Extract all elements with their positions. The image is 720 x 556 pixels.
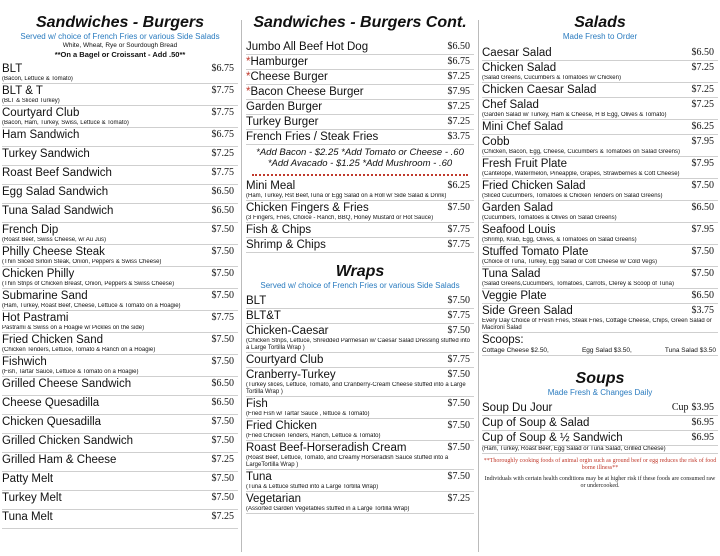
item-description: (Salad Greens, Cucumbers & Tomatoes w/ Chicken) (482, 75, 621, 81)
menu-item (2, 415, 238, 434)
item-price: $7.75 (211, 312, 234, 323)
item-price: $7.25 (211, 454, 234, 465)
salad-list (482, 46, 718, 333)
item-name: Chicken Caesar Salad (482, 84, 597, 96)
item-name: Chicken-Caesar (246, 325, 329, 337)
item-price: $7.25 (691, 84, 714, 95)
menu-item (246, 441, 474, 470)
item-price: $7.50 (691, 180, 714, 191)
burger-list (246, 40, 474, 145)
menu-item (246, 70, 474, 85)
item-name: French Dip (2, 224, 59, 236)
item-description: (Garden Salad w/ Turkey, Ham & Cheese, H B Egg, Olives & Tomato) (482, 112, 667, 118)
menu-item (2, 396, 238, 415)
menu-item (482, 245, 718, 267)
item-name: Roast Beef-Horseradish Cream (246, 442, 407, 454)
item-name: Chef Salad (482, 99, 539, 111)
menu-item (482, 267, 718, 289)
item-description: (Chicken, Bacon, Egg, Cheese, Cucumbers & Tomatoes on Salad Greens) (482, 149, 680, 155)
menu-item (2, 333, 238, 355)
item-price: $7.95 (691, 136, 714, 147)
soups-subtitle: Made Fresh & Changes Daily (547, 388, 653, 397)
item-price: $6.50 (211, 378, 234, 389)
salads-section (482, 0, 718, 556)
menu-item (2, 84, 238, 106)
item-name: *Bacon Cheese Burger (246, 86, 364, 98)
menu-item (246, 179, 474, 201)
wrap-list (246, 294, 474, 514)
menu-item (2, 245, 238, 267)
item-price: $7.50 (691, 246, 714, 257)
sandwiches-section (2, 0, 238, 556)
item-price: $6.50 (691, 202, 714, 213)
item-price: $7.50 (211, 290, 234, 301)
item-price: $7.75 (211, 85, 234, 96)
item-name: Tuna Melt (2, 511, 53, 523)
menu-item (246, 397, 474, 419)
item-name: Mini Meal (246, 180, 296, 192)
item-description: (Cantelope, Watermelon, Pineapple, Grapes, Strawberries & Cott Cheese) (482, 171, 680, 177)
item-description: (Fish, Tartar Sauce, Lettuce & Tomato on a Hoagie) (2, 369, 139, 375)
item-price: $7.50 (211, 334, 234, 345)
item-name: Grilled Ham & Cheese (2, 454, 117, 466)
item-price: $6.50 (691, 290, 714, 301)
scoop-option: Egg Salad $3.50, (581, 347, 632, 354)
menu-item (2, 355, 238, 377)
menu-item (2, 223, 238, 245)
item-price: $7.75 (447, 224, 470, 235)
item-name: Ham Sandwich (2, 129, 80, 141)
scoops-row (482, 333, 718, 356)
item-name: Cup of Soup & ½ Sandwich (482, 432, 623, 444)
item-name: Fresh Fruit Plate (482, 158, 567, 170)
item-price: $6.50 (447, 41, 470, 52)
menu-item (246, 470, 474, 492)
item-price: $7.95 (691, 224, 714, 235)
item-name: French Fries / Steak Fries (246, 131, 379, 143)
item-description: (Bacon, Ham, Turkey, Swiss, Lettuce & Tomato) (2, 120, 129, 126)
menu-item (246, 324, 474, 353)
item-description: (Fried Chicken Tenders, Ranch, Lettuce & Tomato) (246, 433, 381, 439)
bread-options: White, Wheat, Rye or Sourdough Bread (62, 42, 178, 49)
item-description: (Thin Sliced Sirloin Steak, Onion, Peppers & Swiss Cheese) (2, 259, 162, 265)
menu-item (246, 40, 474, 55)
menu-item (482, 135, 718, 157)
cont-title: Sandwiches - Burgers Cont. (253, 14, 467, 31)
menu-item (2, 147, 238, 166)
item-name: Soup Du Jour (482, 402, 553, 414)
scoop-option: Cottage Cheese $2.50, (482, 347, 549, 354)
item-unit: Cup (671, 402, 689, 413)
item-name: Fish & Chips (246, 224, 312, 236)
item-name: *Hamburger (246, 56, 309, 68)
menu-item (246, 85, 474, 100)
item-price: $7.50 (447, 295, 470, 306)
item-price: $7.50 (211, 416, 234, 427)
item-price: $7.75 (211, 167, 234, 178)
item-description: (Roast Beef, Swiss Cheese, w/ Au Jus) (2, 237, 107, 243)
item-name: Roast Beef Sandwich (2, 167, 112, 179)
item-name: Garden Salad (482, 202, 553, 214)
item-price: $7.25 (447, 71, 470, 82)
item-price: $7.25 (447, 493, 470, 504)
menu-item (482, 46, 718, 61)
menu-item (482, 304, 718, 333)
item-price: $7.95 (447, 86, 470, 97)
item-name: Chicken Philly (2, 268, 75, 280)
item-description: (BLT & Sliced Turkey) (2, 98, 60, 104)
disclaimer: **Thoroughly cooking foods of animal orgin such as ground beef or egg reduces the risk of food borne illness** (483, 458, 717, 471)
item-price: $6.75 (211, 129, 234, 140)
soup-desc-row (482, 446, 718, 454)
menu-item (246, 130, 474, 145)
item-description: (Sliced Cucumbers, Tomatoes & Chicken Tenders on Salad Greens) (482, 193, 663, 199)
item-price: $7.25 (211, 148, 234, 159)
item-name: Tuna Salad Sandwich (2, 205, 114, 217)
item-price: $3.75 (447, 131, 470, 142)
item-price: $7.50 (447, 420, 470, 431)
item-price: $6.50 (211, 397, 234, 408)
item-name: Tuna Salad (482, 268, 541, 280)
menu-item (2, 106, 238, 128)
item-description: (Salad Greens,Cucumbers, Tomatoes, Carrots, Clerey & Scoop of Tuna) (482, 281, 674, 287)
item-name: Grilled Cheese Sandwich (2, 378, 132, 390)
item-name: *Cheese Burger (246, 71, 328, 83)
menu-item (482, 157, 718, 179)
scoops-label: Scoops: (482, 334, 524, 346)
item-name: Courtyard Club (2, 107, 80, 119)
menu-item (482, 120, 718, 135)
item-name: Shrimp & Chips (246, 239, 326, 251)
bagel-note: **On a Bagel or Croissant - Add .50** (54, 50, 186, 59)
item-price: $7.50 (211, 492, 234, 503)
star-marker: * (246, 71, 251, 83)
item-name: Submarine Sand (2, 290, 88, 302)
menu-item (2, 434, 238, 453)
item-name: Fish (246, 398, 268, 410)
soups-title: Soups (575, 370, 625, 387)
item-price: $7.75 (447, 310, 470, 321)
item-name: Stuffed Tomato Plate (482, 246, 589, 258)
scoop-option: Tuna Salad $3.50 (664, 347, 716, 354)
item-price: $7.50 (211, 473, 234, 484)
item-description: (3 Fingers, Fries, Choice - Ranch, BBQ, Honey Mustard or Hot Sauce) (246, 215, 434, 221)
star-marker: * (246, 56, 251, 68)
item-name: Patty Melt (2, 473, 54, 485)
disclaimer-health: Individuals with certain health conditions may be at higher risk if these foods are consumed raw or undercooked. (484, 476, 716, 489)
item-description: (Roast Beef, Lettuce, Tomato, and Creamy Horseradish Sauce stuffed into a LargeTortilla Wrap ) (246, 455, 449, 468)
addons-line-1: *Add Bacon - $2.25 *Add Tomato or Cheese - .60 (256, 147, 464, 158)
menu-item (2, 491, 238, 510)
item-price: $7.50 (211, 268, 234, 279)
item-name: Chicken Quesadilla (2, 416, 102, 428)
item-description: (Turkey slices, Lettuce, Tomato, and Cranberry-Cream Cheese stuffed into a Large Tortilla Wrap ) (246, 382, 466, 395)
item-description: Pastrami & Swiss on a Hoagie w/ Pickles on the side) (2, 325, 145, 331)
item-price: $7.75 (447, 239, 470, 250)
menu-item (2, 166, 238, 185)
menu-item (2, 311, 238, 333)
item-price: $6.75 (447, 56, 470, 67)
soup-sandwich-options: (Ham, Turkey, Roast Beef, Egg Salad or Tuna Salad, Grilled Cheese) (482, 446, 666, 452)
item-name: Fried Chicken Salad (482, 180, 586, 192)
item-name: Cheese Quesadilla (2, 397, 100, 409)
item-price: $7.25 (447, 101, 470, 112)
item-description: (Tuna & Lettuce stuffed into a Large Tortilla Wrap) (246, 484, 379, 490)
item-name: Cobb (482, 136, 510, 148)
item-name: BLT & T (2, 85, 43, 97)
item-price: $7.25 (691, 62, 714, 73)
item-name: Caesar Salad (482, 47, 552, 59)
item-description: (Fried Fish w/ Tartar Sauce , lettuce & Tomato) (246, 411, 370, 417)
menu-item (482, 289, 718, 304)
item-name: Veggie Plate (482, 290, 547, 302)
menu-item (246, 368, 474, 397)
item-name: Hot Pastrami (2, 312, 69, 324)
column-divider (241, 20, 242, 552)
menu-item (246, 55, 474, 70)
item-price: $6.50 (211, 186, 234, 197)
item-name: Fried Chicken Sand (2, 334, 103, 346)
item-name: Egg Salad Sandwich (2, 186, 109, 198)
item-name: Turkey Sandwich (2, 148, 90, 160)
item-name: Chicken Salad (482, 62, 557, 74)
item-name: BLT (246, 295, 267, 307)
item-price: $6.50 (211, 205, 234, 216)
item-price: $6.95 (691, 432, 714, 443)
meal-list (246, 179, 474, 253)
item-price: $7.25 (211, 511, 234, 522)
item-price: $6.95 (691, 417, 714, 428)
item-description: (Assorted Garden Vegetables stuffed in a Large Tortilla Wrap) (246, 506, 410, 512)
menu-item (246, 238, 474, 253)
item-name: Turkey Melt (2, 492, 62, 504)
menu-item (2, 128, 238, 147)
menu-item (246, 115, 474, 130)
item-price: $7.95 (691, 158, 714, 169)
menu-item (246, 223, 474, 238)
menu-item (246, 309, 474, 324)
item-name: Cranberry-Turkey (246, 369, 336, 381)
item-price: $7.50 (447, 369, 470, 380)
item-price: Cup $3.95 (671, 402, 714, 413)
item-name: Fishwich (2, 356, 47, 368)
menu-item (2, 377, 238, 396)
item-price: $7.50 (211, 435, 234, 446)
item-description: (Cucumbers, Tomatoes & Olives on Salad Greens) (482, 215, 617, 221)
item-description: Every Day Choice of Fresh Fries, Steak Fries, Cottage Cheese, Chips, Green Salad or Macironi Salad (482, 318, 712, 331)
wraps-subtitle: Served w/ choice of French Fries or various Side Salads (260, 281, 460, 290)
item-description: (Chicken Tenders, Lettuce, Tomato & Ranch on a Hoagie) (2, 347, 156, 353)
item-name: Jumbo All Beef Hot Dog (246, 41, 369, 53)
menu-item (246, 100, 474, 115)
soup-list (482, 401, 718, 446)
item-price: $7.50 (691, 268, 714, 279)
item-name: Grilled Chicken Sandwich (2, 435, 134, 447)
item-name: Mini Chef Salad (482, 121, 564, 133)
menu-item (2, 62, 238, 84)
menu-item (482, 201, 718, 223)
menu-item (246, 492, 474, 514)
wraps-title: Wraps (335, 263, 385, 280)
menu-item (482, 61, 718, 83)
item-price: $7.50 (447, 471, 470, 482)
item-name: Turkey Burger (246, 116, 319, 128)
item-price: $7.50 (211, 356, 234, 367)
item-description: (Chicken Strips, Lettuce, Shredded Parmesan w/ Caesar Salad Dressing stuffed into a Large Tortilla Wrap ) (246, 338, 471, 351)
item-name: Fried Chicken (246, 420, 317, 432)
item-description: (Thin Strips of Chicken Breast, Onion, Peppers & Swiss Cheese) (2, 281, 175, 287)
item-name: Vegetarian (246, 493, 301, 505)
menu-item (2, 453, 238, 472)
menu-item (246, 353, 474, 368)
item-name: Tuna (246, 471, 272, 483)
menu-item (482, 98, 718, 120)
menu-item (2, 204, 238, 223)
item-price: $6.25 (447, 180, 470, 191)
sandwiches-title: Sandwiches - Burgers (35, 14, 205, 31)
item-price: $7.75 (447, 354, 470, 365)
item-description: (Choice of Tuna, Turkey, Egg Salad or Cott Cheese w/ Cold Vegs) (482, 259, 657, 265)
item-name: Cup of Soup & Salad (482, 417, 590, 429)
item-price: $7.50 (447, 398, 470, 409)
menu-item (2, 472, 238, 491)
menu-item (482, 223, 718, 245)
salads-subtitle: Made Fresh to Order (562, 32, 638, 41)
item-name: Side Green Salad (482, 305, 573, 317)
item-name: BLT&T (246, 310, 281, 322)
salads-title: Salads (574, 14, 626, 31)
item-price: $6.50 (691, 47, 714, 58)
item-price: $7.50 (447, 202, 470, 213)
menu-item (482, 401, 718, 416)
item-description: (Ham, Turkey, Roast Beef, Cheese, Lettuce & Tomato on a Hoagie) (2, 303, 181, 309)
item-price: $6.75 (211, 63, 234, 74)
menu-item (482, 416, 718, 431)
item-name: Chicken Fingers & Fries (246, 202, 369, 214)
menu-item (2, 185, 238, 204)
item-price: $7.50 (447, 442, 470, 453)
column-divider (478, 20, 479, 552)
menu-item (482, 179, 718, 201)
star-marker: * (246, 86, 251, 98)
item-price: $7.75 (211, 107, 234, 118)
item-price: $7.50 (211, 246, 234, 257)
sandwiches-subtitle: Served w/ choice of French Fries or various Side Salads (20, 32, 220, 41)
menu-item (246, 419, 474, 441)
item-name: Courtyard Club (246, 354, 324, 366)
item-name: Garden Burger (246, 101, 323, 113)
item-price: $3.75 (691, 305, 714, 316)
item-price: $7.50 (211, 224, 234, 235)
cont-section (246, 0, 474, 556)
item-price: $7.25 (691, 99, 714, 110)
menu-item (2, 510, 238, 529)
menu-item (2, 289, 238, 311)
menu-item (246, 201, 474, 223)
sandwich-list (2, 62, 238, 529)
item-price: $7.50 (447, 325, 470, 336)
item-name: BLT (2, 63, 23, 75)
menu-item (482, 83, 718, 98)
addons-line-2: *Add Avacado - $1.25 *Add Mushroom - .60 (267, 158, 453, 169)
item-name: Philly Cheese Steak (2, 246, 105, 258)
item-name: Seafood Louis (482, 224, 556, 236)
menu-item (246, 294, 474, 309)
menu-item (482, 431, 718, 446)
item-description: (Bacon, Lettuce & Tomato) (2, 76, 73, 82)
item-price: $6.25 (691, 121, 714, 132)
item-description: (Ham, Turkey, Rst Beef,Tuna or Egg Salad on a Roll w/ Side Salad & Drink) (246, 193, 447, 199)
item-description: (Shrimp, Krab, Egg, Olives, & Tomatoes on Salad Greens) (482, 237, 637, 243)
divider (252, 172, 468, 176)
item-price: $7.25 (447, 116, 470, 127)
menu-item (2, 267, 238, 289)
